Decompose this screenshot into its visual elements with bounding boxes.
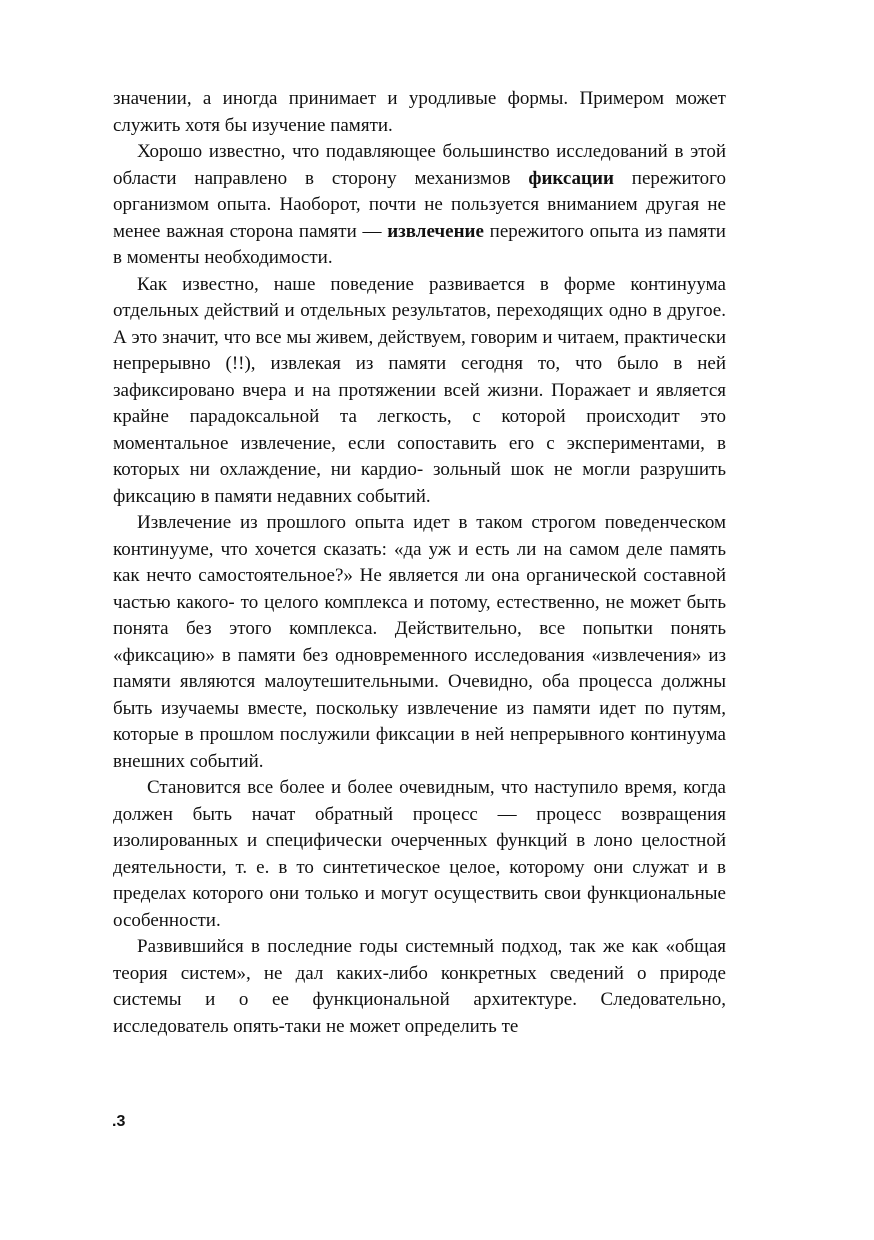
text-segment: пережитого организмом опыта. Наоборот, почти не пользуется вниманием другая не менее важная сторона памяти — [113,167,727,242]
body-text [113,86,726,1040]
text-segment: Становится все более и более очевидным, что наступило время, когда должен быть начат обратный процесс — процесс возвращения изолированных и специфически очерченных функций в лоно целостной деятельности, т. е. в то синтетическое целое, которому они служат и в пределах которого они только и могут осуществить свои функциональные особенности. [113,777,726,931]
paragraph [113,139,726,272]
text-segment: Как известно, наше поведение развивается в форме континуума отдельных действий и отдельных результатов, переходящих одно в другое. А это значит, что все мы живем, действуем, говорим и читаем, практически непрерывно (!!), извлекая из памяти сегодня то, что было в ней зафиксировано вчера и на протяжении всей жизни. Поражает и является крайне парадоксальной та легкость, с которой происходит это моментальное извлечение, если сопоставить его с экспериментами, в которых ни охлаждение, ни кардио- зольный шок не могли разрушить фиксацию в памяти недавних событий. [113,273,726,507]
paragraph [113,775,726,934]
text-segment: пережитого опыта из памяти в моменты необходимости. [113,220,726,268]
paragraph [113,272,726,511]
bold-term-extraction: извлечение [387,220,484,242]
paragraph [113,86,726,139]
text-segment: Хорошо известно, что подавляющее большинство исследований в этой области направлено в сторону механизмов [113,141,726,189]
text-segment: Извлечение из прошлого опыта идет в таком строгом поведенческом континууме, что хочется сказать: «да уж и есть ли на самом деле память как нечто самостоятельное?» Не является ли она органической составной частью какого- то целого комплекса и потому, естественно, не может быть понята без этого комплекса. Действительно, все попытки понять «фиксацию» в памяти без одновременного исследования «извлечения» из памяти являются малоутешительными. Очевидно, оба процесса должны быть изучаемы вместе, поскольку извлечение из памяти идет по путям, которые в прошлом послужили фиксации в ней непрерывного континуума внешних событий. [113,512,726,772]
page-number: .3 [112,1113,126,1130]
bold-term-fixation: фиксации [528,167,614,189]
paragraph [113,510,726,775]
paragraph [113,934,726,1040]
text-segment: значении, а иногда принимает и уродливые формы. Примером может служить хотя бы изучение памяти. [113,88,726,136]
text-segment: Развившийся в последние годы системный подход, так же как «общая теория систем», не дал каких-либо конкретных сведений о природе системы и о ее функциональной архитектуре. Следовательно, исследователь опять-таки не может определить те [113,936,726,1037]
